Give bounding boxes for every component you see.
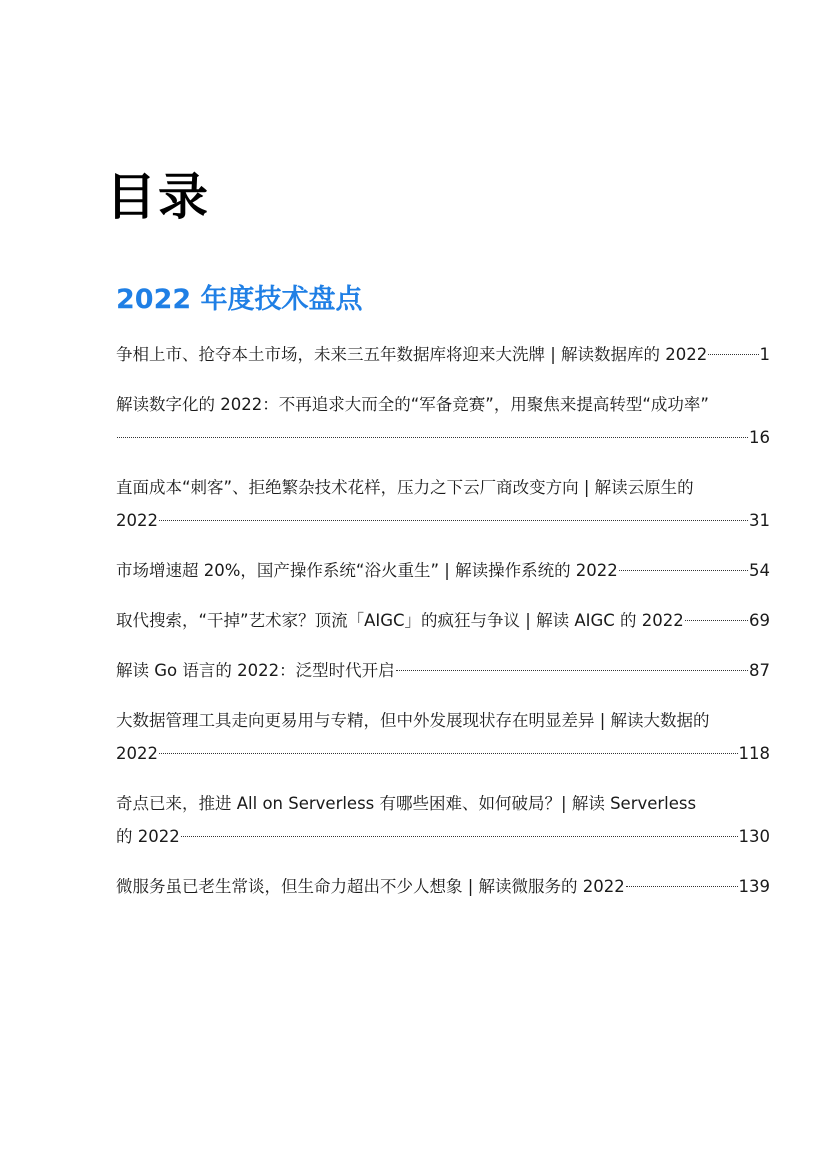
toc-leader-dots: [117, 437, 748, 438]
toc-entry-title: 取代搜索，“干掉”艺术家？顶流「AIGC」的疯狂与争议 | 解读 AIGC 的 2022: [116, 611, 684, 630]
toc-entry-title-continued: 2022: [116, 511, 158, 530]
toc-leader-dots: [619, 570, 748, 571]
toc-entry-title: 微服务虽已老生常谈，但生命力超出不少人想象 | 解读微服务的 2022: [116, 877, 625, 896]
toc-page-number: 87: [749, 661, 770, 680]
toc-leader-dots: [708, 354, 758, 355]
toc-leader-dots: [685, 620, 748, 621]
table-of-contents: [116, 338, 770, 903]
toc-entry-title: 解读 Go 语言的 2022：泛型时代开启: [116, 661, 395, 680]
toc-entry-digitalization[interactable]: [116, 388, 770, 454]
toc-page-number: 31: [749, 511, 770, 530]
toc-leader-dots: [396, 670, 748, 671]
toc-leader-dots: [159, 520, 748, 521]
toc-page-number: 1: [759, 345, 770, 364]
toc-page-number: 54: [749, 561, 770, 580]
toc-entry-title: 大数据管理工具走向更易用与专精，但中外发展现状存在明显差异 | 解读大数据的: [116, 711, 710, 730]
toc-entry-serverless[interactable]: [116, 787, 770, 853]
toc-page-number: 130: [738, 827, 770, 846]
toc-entry-cloud-native[interactable]: [116, 471, 770, 537]
toc-page-number: 139: [738, 877, 770, 896]
toc-page-number: 118: [738, 744, 770, 763]
toc-entry-microservices[interactable]: [116, 870, 770, 903]
toc-leader-dots: [626, 886, 738, 887]
toc-entry-operating-systems[interactable]: [116, 554, 770, 587]
toc-page-number: 69: [749, 611, 770, 630]
page-title: 目录: [106, 168, 210, 226]
toc-entry-title: 直面成本“刺客”、拒绝繁杂技术花样，压力之下云厂商改变方向 | 解读云原生的: [116, 478, 694, 497]
toc-entry-title: 争相上市、抢夺本土市场，未来三五年数据库将迎来大洗牌 | 解读数据库的 2022: [116, 345, 708, 364]
toc-entry-databases[interactable]: [116, 338, 770, 371]
toc-entry-title: 奇点已来，推进 All on Serverless 有哪些困难、如何破局？| 解读 Serverless: [116, 794, 697, 813]
toc-entry-title-continued: 的 2022: [116, 827, 180, 846]
toc-entry-go-language[interactable]: [116, 654, 770, 687]
toc-page-number: 16: [749, 428, 770, 447]
section-heading: 2022 年度技术盘点: [116, 284, 363, 315]
toc-entry-aigc[interactable]: [116, 604, 770, 637]
toc-entry-title: 解读数字化的 2022：不再追求大而全的“军备竞赛”，用聚焦来提高转型“成功率”: [116, 395, 709, 414]
toc-entry-title: 市场增速超 20%，国产操作系统“浴火重生” | 解读操作系统的 2022: [116, 561, 618, 580]
toc-leader-dots: [181, 836, 738, 837]
toc-entry-big-data[interactable]: [116, 704, 770, 770]
toc-entry-title-continued: 2022: [116, 744, 158, 763]
toc-leader-dots: [159, 753, 738, 754]
